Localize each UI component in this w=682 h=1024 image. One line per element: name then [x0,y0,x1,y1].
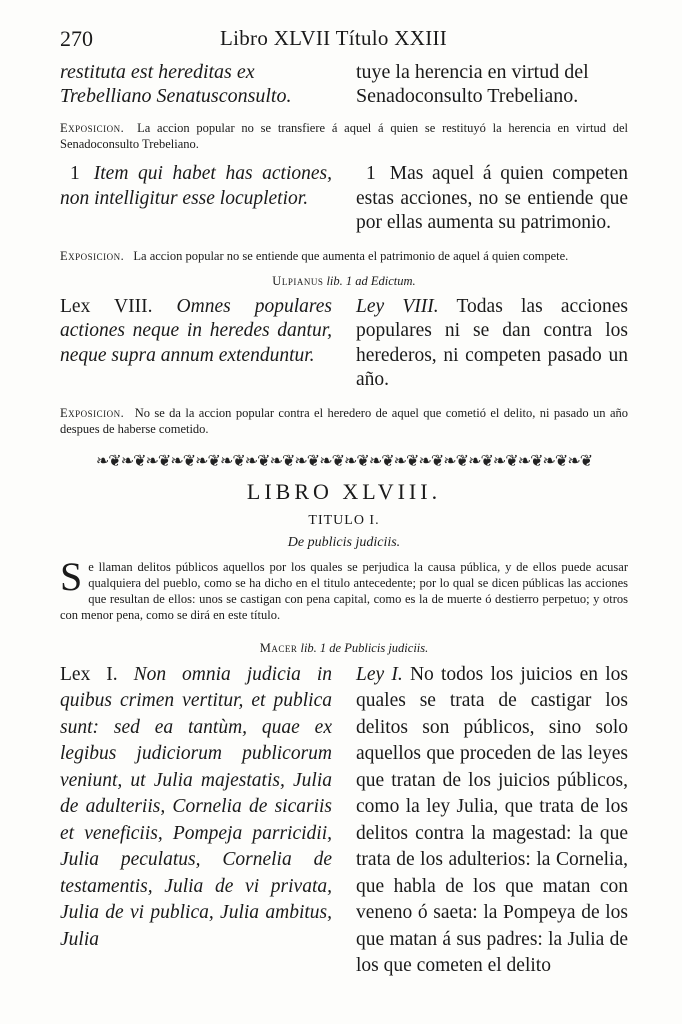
spanish-lex-label: Ley VIII. [356,295,439,317]
latin-continuation: restituta est hereditas ex Trebelliano Senatusconsulto. [60,61,292,107]
latin-lex-1 [60,662,332,980]
page-number: 270 [60,26,93,51]
attribution-1 [60,274,628,289]
titulo-heading: TITULO I. [308,512,380,528]
exposicion-text: La accion popular no se entiende que aumenta el patrimonio de aquel á quien compete. [133,248,569,263]
attribution-author: Ulpianus [272,273,324,288]
exposicion-text: No se da la accion popular contra el heredero de aquel que cometió el delito, ni pasado un año despues de haberse cometido. [60,405,628,436]
spanish-lex-8 [356,295,628,393]
spanish-lex-text: No todos los juicios en los quales se trata de castigar los delitos son públicos, sino solo aquellos que proceden de las leyes que tratan de los juicios públicos, como la ley Julia, que trata de los delitos contra la magestad: la que trata de los adulterios: la Cornelia, que habla de los que matan con veneno ó saeta: la Pompeya de los que matan á sus padres: la Julia de los que cometen el delito [356,663,628,976]
lex-8-block [60,295,628,393]
spanish-item-1 [356,162,628,236]
spanish-lex-1 [356,662,628,980]
exposicion-3 [60,405,628,437]
spanish-continuation: tuye la herencia en virtud del Senadoconsulto Trebeliano. [356,61,589,107]
latin-lex-label: Lex VIII. [60,295,153,317]
item-1-block [60,162,628,236]
exposicion-label: Exposicion. [60,248,125,263]
drop-cap: S [60,553,83,599]
latin-lex-text: Omnes populares actiones neque in heredes dantur, neque supra annum extenduntur. [60,295,333,366]
latin-lex-text: Non omnia judicia in quibus crimen vertitur, et publica sunt: sed ea tantùm, quae ex legibus judiciorum publicorum veniunt, ut Julia majestatis, Julia de adulteriis, Cornelia de sicariis et veneficiis, Pompeja parricidii, Julia peculatus, Cornelia de testamentis, Julia de vi privata, Julia de vi publica, Julia ambitus, Julia [60,663,333,950]
exposicion-1 [60,120,628,152]
continuation-block [60,60,628,108]
spanish-lex-text: Todas las acciones populares ni se dan contra los herederos, ni competen pasado un año. [356,295,628,390]
latin-item-number: 1 [70,163,80,184]
latin-lex-8 [60,295,332,393]
exposicion-label: Exposicion. [60,121,125,135]
intro-paragraph [60,553,628,623]
attribution-work: lib. 1 ad Edictum. [326,273,416,288]
book-title: LIBRO XLVIII. [246,478,442,504]
ornament-divider: ❧❦❧❦❧❦❧❦❧❦❧❦❧❦❧❦❧❦❧❦❧❦❧❦❧❦❧❦❧❦❧❦❧❦❧❦❧❦❧❦ [95,452,593,470]
spanish-lex-label: Ley I. [356,663,403,685]
attribution-2 [60,641,628,656]
latin-item-1 [60,162,332,236]
exposicion-text: La accion popular no se transfiere á aquel á quien se restituyó la herencia en virtud del Senadoconsulto Trebeliano. [60,121,628,151]
intro-text: e llaman delitos públicos aquellos por los quales se perjudica la causa pública, y de ellos puede acusar qualquiera del pueblo, como se ha dicho en el titulo antecedente; por lo qual se dicen públicas las acciones que resultan de ellos: unos se castigan con pena capital, como es la de muerte ó destierro perpetuo; y otros con menor pena, como se dirá en este título. [60,559,628,622]
spanish-item-text: Mas aquel á quien competen estas acciones, no se entiende que por ellas aumenta su patrimonio. [356,163,628,233]
attribution-author: Macer [259,640,298,655]
running-title: Libro XLVII Título XXIII [220,26,448,50]
page [60,26,628,980]
titulo-subtitle: De publicis judiciis. [287,534,401,550]
exposicion-2 [60,248,628,264]
page-header [60,26,628,60]
attribution-work: lib. 1 de Publicis judiciis. [300,640,429,655]
spanish-item-number: 1 [366,163,376,184]
exposicion-label: Exposicion. [60,405,125,420]
lex-1-block [60,662,628,980]
latin-item-text: Item qui habet has actiones, non intelligitur esse locupletior. [60,163,332,209]
latin-lex-label: Lex I. [60,663,118,685]
